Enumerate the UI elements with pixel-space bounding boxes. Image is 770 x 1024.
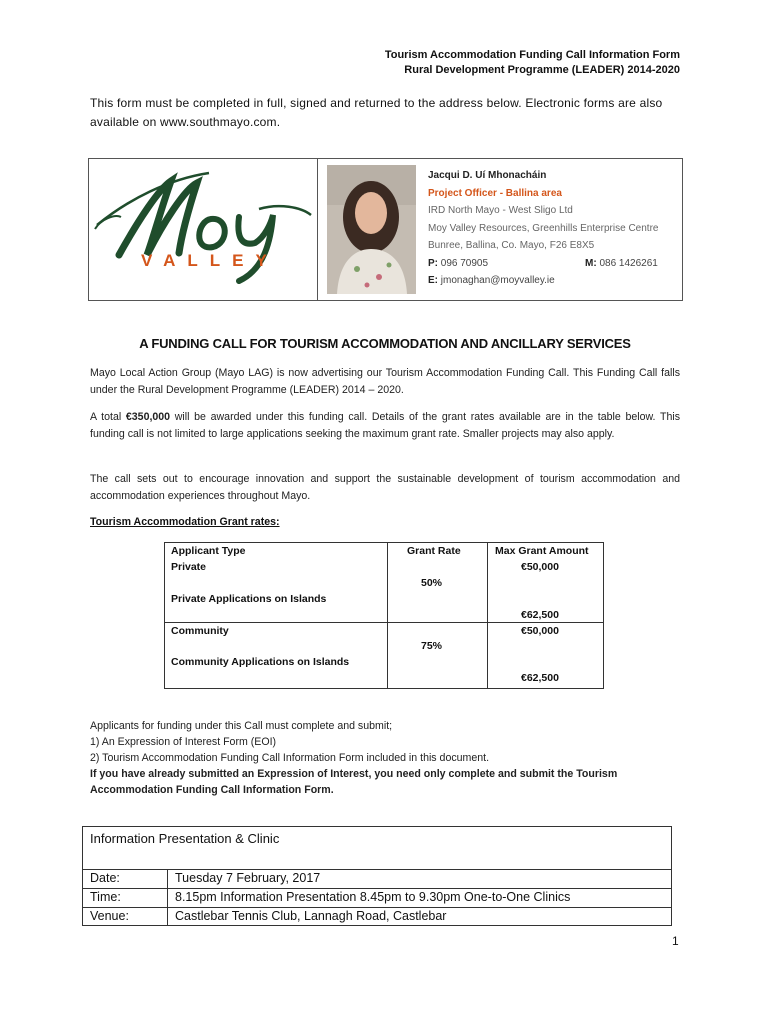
page-number: 1 — [672, 934, 679, 948]
applicants-item-form: 2) Tourism Accommodation Funding Call Information Form included in this document. — [90, 752, 490, 764]
portrait-image — [327, 165, 416, 294]
contact-role: Project Officer - Ballina area — [428, 187, 562, 199]
info-title: Information Presentation & Clinic — [90, 831, 280, 846]
info-date-label: Date: — [90, 871, 120, 885]
header-form-title: Tourism Accommodation Funding Call Information Form — [384, 49, 680, 61]
applicant-community: Community — [171, 625, 229, 637]
max-community: €50,000 — [521, 625, 559, 637]
info-time-label: Time: — [90, 890, 121, 904]
info-time-value: 8.15pm Information Presentation 8.45pm to 9.30pm One-to-One Clinics — [175, 890, 571, 904]
logo-valley-word: VALLEY — [141, 251, 279, 270]
contact-address-line1: Moy Valley Resources, Greenhills Enterprise Centre — [428, 222, 659, 234]
applicant-community-islands: Community Applications on Islands — [171, 656, 350, 668]
contact-phone-row — [428, 255, 678, 273]
info-venue-value: Castlebar Tennis Club, Lannagh Road, Castlebar — [175, 909, 447, 923]
mobile-label: M: — [585, 257, 597, 269]
phone-number: 096 70905 — [440, 257, 489, 269]
total-amount: €350,000 — [125, 411, 171, 423]
mobile-number: 086 1426261 — [599, 257, 658, 269]
grant-rates-table — [164, 542, 604, 689]
total-pre: A total — [90, 411, 126, 423]
max-private-islands: €62,500 — [521, 609, 559, 621]
email-address[interactable]: jmonaghan@moyvalley.ie — [440, 275, 555, 286]
contact-email-row — [428, 272, 678, 290]
max-community-islands: €62,500 — [521, 672, 559, 684]
paragraph-innovation: The call sets out to encourage innovation and support the sustainable development of tourism accommodation and accommodation experiences throughout Mayo. — [90, 473, 680, 502]
intro-text: This form must be completed in full, signed and returned to the address below. Electronic forms are also available on www.southmayo.com. — [90, 96, 663, 129]
info-venue-label: Venue: — [90, 909, 129, 923]
mobile-group — [585, 255, 658, 273]
info-date-value: Tuesday 7 February, 2017 — [175, 871, 321, 885]
grant-rates-heading: Tourism Accommodation Grant rates: — [90, 516, 280, 528]
applicants-note-line2: Accommodation Funding Call Information Form. — [90, 784, 334, 796]
max-private: €50,000 — [521, 561, 559, 573]
total-post: will be awarded under this funding call. Details of the grant rates available are in the table below. This funding call is not limited to large applications seeking the maximum grant rate. Smaller projects may also apply. — [90, 411, 680, 440]
contact-org: IRD North Mayo - West Sligo Ltd — [428, 205, 573, 216]
header-max-grant: Max Grant Amount — [495, 545, 589, 557]
section-title: A FUNDING CALL FOR TOURISM ACCOMMODATION AND ANCILLARY SERVICES — [139, 336, 631, 351]
rate-community: 75% — [421, 640, 443, 652]
email-label: E: — [428, 275, 438, 286]
information-clinic-table — [82, 826, 672, 926]
contact-details — [428, 167, 678, 290]
contact-name: Jacqui D. Uí Mhonacháin — [428, 170, 547, 181]
header-programme: Rural Development Programme (LEADER) 2014-2020 — [404, 64, 680, 76]
paragraph-total-amount — [90, 409, 680, 442]
document-header — [385, 48, 680, 78]
phone-label: P: — [428, 257, 438, 269]
header-applicant-type: Applicant Type — [171, 545, 246, 557]
applicants-instructions — [90, 718, 690, 798]
applicant-private-islands: Private Applications on Islands — [171, 593, 327, 605]
contact-photo — [327, 165, 416, 294]
applicants-note-line1: If you have already submitted an Expression of Interest, you need only complete and submit the Tourism — [90, 768, 618, 780]
applicants-intro: Applicants for funding under this Call must complete and submit; — [90, 720, 393, 732]
moy-valley-logo — [89, 159, 318, 300]
paragraph-mayo-lag: Mayo Local Action Group (Mayo LAG) is now advertising our Tourism Accommodation Funding Call. This Funding Call falls under the Rural Development Programme (LEADER) 2014 – 2020. — [90, 367, 680, 396]
header-grant-rate: Grant Rate — [407, 545, 461, 557]
applicant-private: Private — [171, 561, 207, 573]
applicants-item-eoi: 1) An Expression of Interest Form (EOI) — [90, 736, 277, 748]
contact-address-line2: Bunree, Ballina, Co. Mayo, F26 E8X5 — [428, 240, 595, 251]
contact-box — [88, 158, 683, 301]
rate-private: 50% — [421, 577, 443, 589]
moy-valley-logo-graphic — [89, 159, 317, 300]
